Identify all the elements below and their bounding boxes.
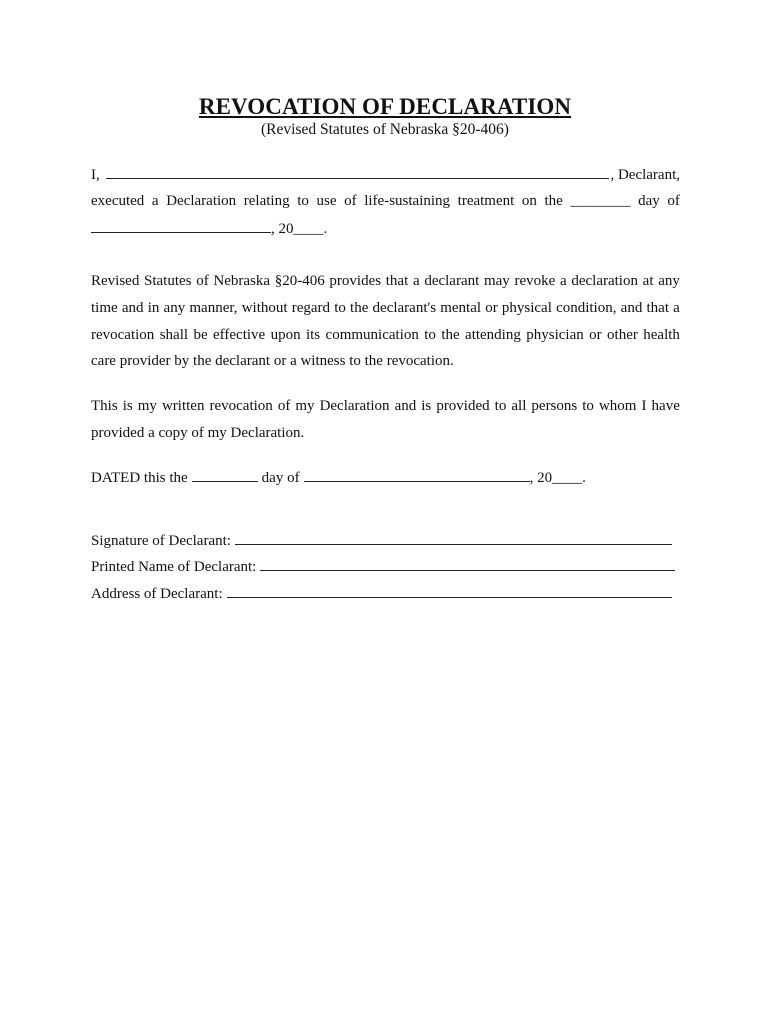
word: effective (213, 327, 266, 343)
word: ________ (570, 193, 631, 209)
word: shall (159, 327, 189, 343)
document-subtitle: (Revised Statutes of Nebraska §20-406) (261, 121, 509, 138)
word: regard (291, 300, 331, 316)
word: relating (243, 193, 290, 209)
word: on (521, 193, 537, 209)
word: treatment (457, 193, 515, 209)
paragraph1-line-4: care provider by the declarant or a witness to the revocation. (91, 353, 454, 369)
word: the (544, 193, 563, 209)
word: mental (440, 300, 482, 316)
word: that (385, 273, 409, 289)
intro-line-2 (91, 191, 680, 211)
word: without (241, 300, 288, 316)
word: all (511, 398, 527, 414)
word: or (589, 327, 602, 343)
word: and (121, 300, 144, 316)
word: manner, (189, 300, 238, 316)
declarant-name-blank[interactable] (106, 164, 610, 179)
printed-name-blank[interactable] (260, 556, 675, 571)
word: a (673, 300, 680, 316)
signature-blank[interactable] (235, 530, 672, 545)
paragraph2-line-2: provided a copy of my Declaration. (91, 425, 305, 441)
word: to (582, 398, 594, 414)
word: any (163, 300, 186, 316)
word: This (91, 398, 118, 414)
word: to (494, 398, 507, 414)
word: provided (436, 398, 490, 414)
address-blank[interactable] (227, 583, 672, 598)
word: a (559, 273, 567, 289)
signature-line (91, 530, 673, 551)
word: any (658, 273, 680, 289)
word: the (441, 327, 460, 343)
declarant-label: , Declarant, (610, 167, 680, 183)
word: be (193, 327, 208, 343)
dated-day-blank[interactable] (192, 467, 258, 482)
word: and (620, 300, 643, 316)
word: a (151, 193, 159, 209)
word: of (277, 398, 291, 414)
word: condition, (556, 300, 617, 316)
signature-label: Signature of Declarant: (91, 533, 231, 549)
dated-day-of: day of (261, 470, 300, 486)
word: Nebraska (213, 273, 271, 289)
word: is (421, 398, 432, 414)
word: declarant (424, 273, 480, 289)
word: my (295, 398, 315, 414)
word: communication (325, 327, 419, 343)
dated-month-blank[interactable] (304, 467, 530, 482)
word: may (483, 273, 510, 289)
word: or (485, 300, 498, 316)
word: is (122, 398, 133, 414)
word: a (412, 273, 420, 289)
word: declarant's (372, 300, 437, 316)
word: I (641, 398, 647, 414)
word: its (305, 327, 321, 343)
month-blank[interactable] (91, 218, 271, 233)
word: Declaration (166, 193, 237, 209)
word: of (196, 273, 209, 289)
dated-suffix: , 20____. (529, 470, 586, 486)
declarant-name-line (91, 164, 680, 185)
word: that (646, 300, 669, 316)
word: other (607, 327, 638, 343)
paragraph1-line-3 (91, 325, 680, 345)
printed-name-label: Printed Name of Declarant: (91, 559, 257, 575)
word: revoke (514, 273, 556, 289)
word: time (91, 300, 118, 316)
word: my (137, 398, 157, 414)
word: physician (526, 327, 584, 343)
year-suffix: , 20____. (271, 221, 328, 237)
word: Revised (91, 273, 140, 289)
paragraph1-line-1 (91, 271, 680, 291)
document-title: REVOCATION OF DECLARATION (198, 94, 572, 119)
word: to (424, 327, 436, 343)
word: health (643, 327, 680, 343)
printed-name-line (91, 556, 676, 577)
address-label: Address of Declarant: (91, 586, 223, 602)
word: declaration (571, 273, 638, 289)
word: Declaration (319, 398, 390, 414)
dated-line (91, 467, 601, 488)
paragraph1-line-2 (91, 298, 680, 318)
word: written (161, 398, 205, 414)
word: Statutes (144, 273, 192, 289)
paragraph2-line-1 (91, 396, 680, 416)
intro-line-3 (91, 218, 680, 239)
word: persons (531, 398, 578, 414)
word: of (667, 193, 680, 209)
word: and (394, 398, 417, 414)
word: at (642, 273, 654, 289)
word: executed (91, 193, 145, 209)
word: to (297, 193, 309, 209)
word: the (350, 300, 369, 316)
intro-i-label: I, (91, 167, 100, 183)
word: revocation (209, 398, 273, 414)
word: to (334, 300, 346, 316)
word: life-sustaining (364, 193, 451, 209)
word: use (316, 193, 337, 209)
word: in (147, 300, 160, 316)
word: have (651, 398, 680, 414)
word: of (344, 193, 357, 209)
word: day (638, 193, 660, 209)
dated-prefix: DATED this the (91, 470, 188, 486)
address-line (91, 583, 673, 604)
word: §20-406 (274, 273, 325, 289)
word: provides (329, 273, 382, 289)
word: attending (465, 327, 521, 343)
word: physical (501, 300, 552, 316)
word: revocation (91, 327, 155, 343)
word: upon (270, 327, 301, 343)
word: whom (598, 398, 637, 414)
